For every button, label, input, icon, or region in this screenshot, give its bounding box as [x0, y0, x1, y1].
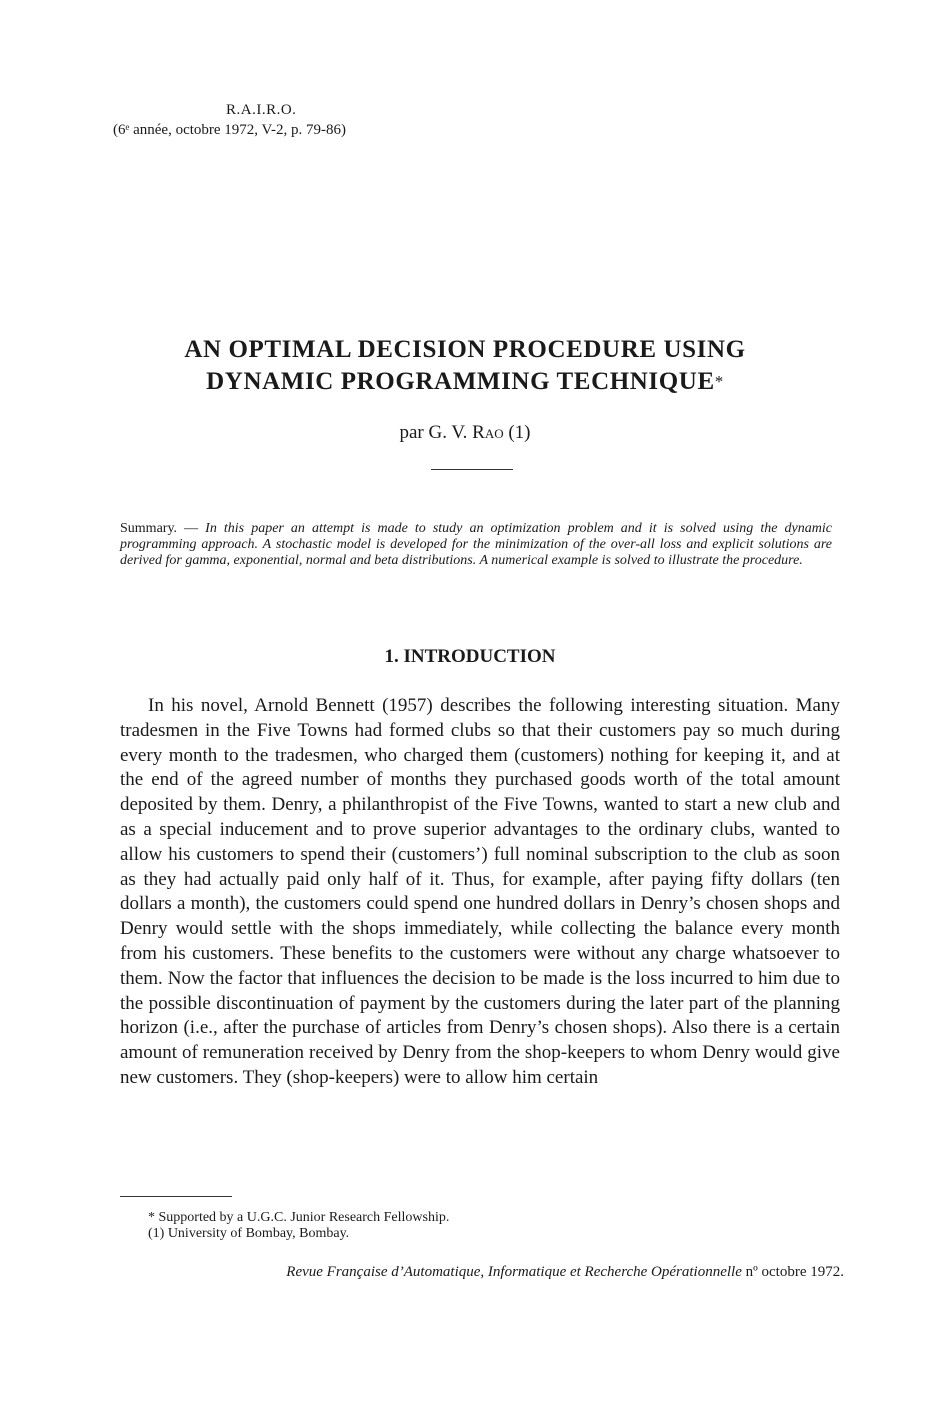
paper-title — [0, 334, 930, 398]
issue-info: (6ᵉ année, octobre 1972, V-2, p. 79-86) — [113, 122, 346, 138]
footnotes — [148, 1210, 798, 1242]
page-footer — [0, 1262, 930, 1282]
title-footnote-marker: * — [714, 372, 724, 391]
footer-date: nº octobre 1972. — [741, 1264, 844, 1280]
author-note-ref: (1) — [508, 422, 531, 443]
footer-journal-name: Revue Française d’Automatique, Informatique et Recherche Opérationnelle — [286, 1264, 742, 1280]
body-paragraph-text: In his novel, Arnold Bennett (1957) describes the following interesting situation. Many tradesmen in the Five Towns had formed clubs so that their customers pay so much during every month to the tradesmen, who charged them (customers) nothing for keeping it, and at the end of the agreed number of months they purchased goods worth of the total amount deposited by them. Denry, a philanthropist of the Five Towns, wanted to start a new club and as a special inducement and to prove superior advantages to the ordinary clubs, wanted to allow his customers to spend their (customers’) full nominal subscription to the club as soon as they had actually paid only half of it. Thus, for example, after paying fifty dollars (ten dollars a month), the customers could spend one hundred dollars in Denry’s chosen shops and Denry would settle with the shops immediately, while collecting the balance every month from his customers. These benefits to the customers were without any charge whatsoever to them. Now the factor that influences the decision to be made is the loss incurred to him due to the possible discontinuation of payment by the customers during the later part of the planning horizon (i.e., after the purchase of articles from Denry’s chosen shops). Also there is a certain amount of remuneration received by Denry from the shop-keepers to whom Denry would give new customers. They (shop-keepers) were to allow him certain — [120, 695, 840, 1088]
section-heading: 1. INTRODUCTION — [384, 646, 556, 667]
title-line-2-text: DYNAMIC PROGRAMMING TECHNIQUE — [206, 368, 715, 395]
title-line-1: AN OPTIMAL DECISION PROCEDURE USING — [184, 336, 746, 363]
title-divider — [431, 469, 513, 470]
abstract — [120, 521, 832, 569]
author-prefix: par G. V. — [399, 422, 473, 443]
author-line — [0, 421, 930, 445]
body-paragraph — [120, 694, 840, 1091]
abstract-text: In this paper an attempt is made to study an optimization problem and it is solved using the dynamic programming approach. A stochastic model is developed for the minimization of the over-all loss and explicit solutions are derived for gamma, exponential, normal and beta distributions. A numerical example is solved to illustrate the procedure. — [120, 521, 832, 568]
footnote-2: (1) University of Bombay, Bombay. — [148, 1226, 350, 1241]
footnote-divider — [120, 1196, 232, 1197]
footnote-1: * Supported by a U.G.C. Junior Research Fellowship. — [148, 1210, 450, 1225]
author-surname: Rao — [472, 422, 504, 443]
abstract-label: Summary. — — [120, 521, 206, 536]
journal-abbrev: R.A.I.R.O. — [226, 102, 297, 118]
title-line-2 — [0, 366, 930, 398]
